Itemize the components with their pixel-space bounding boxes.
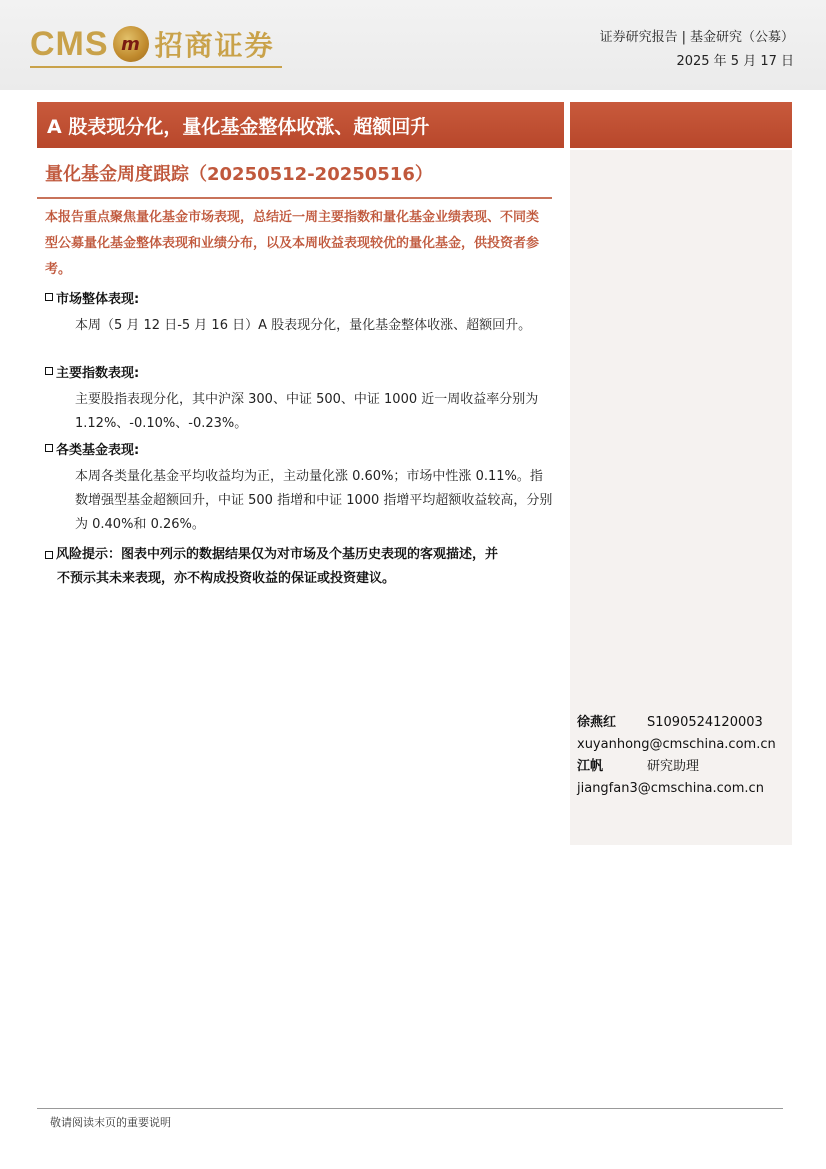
footer-divider bbox=[37, 1108, 783, 1109]
checkbox-bullet-icon bbox=[45, 293, 53, 301]
section-heading-text: 各类基金表现: bbox=[56, 442, 140, 458]
sidebar-title-bar bbox=[570, 102, 792, 148]
analyst-row bbox=[577, 712, 787, 734]
header-divider: | bbox=[681, 30, 686, 45]
logo-underline bbox=[30, 66, 282, 68]
risk-line-1: 风险提示：图表中列示的数据结果仅为对市场及个基历史表现的客观描述，并 bbox=[56, 547, 499, 562]
checkbox-bullet-icon bbox=[45, 444, 53, 452]
report-subtitle: 量化基金周度跟踪（20250512-20250516） bbox=[45, 164, 433, 185]
report-type: 证券研究报告 bbox=[599, 30, 678, 45]
report-title: A 股表现分化，量化基金整体收涨、超额回升 bbox=[47, 115, 430, 138]
report-category: 基金研究（公募） bbox=[689, 30, 794, 45]
section-heading bbox=[45, 286, 555, 308]
logo-cn-text: 招商证券 bbox=[154, 29, 275, 62]
checkbox-bullet-icon bbox=[45, 551, 53, 559]
section-heading-text: 市场整体表现: bbox=[56, 291, 140, 307]
report-summary: 本报告重点聚焦量化基金市场表现，总结近一周主要指数和量化基金业绩表现、不同类型公募量化基金整体表现和业绩分布，以及本周收益表现较优的量化基金，供投资者参考。 bbox=[45, 210, 540, 277]
section-heading bbox=[45, 360, 555, 382]
analyst-name: 江帆 bbox=[577, 759, 604, 774]
risk-line-2: 不预示其未来表现，亦不构成投资收益的保证或投资建议。 bbox=[57, 571, 396, 586]
analyst-credential: S1090524120003 bbox=[647, 715, 763, 730]
footer-note: 敬请阅读末页的重要说明 bbox=[50, 1116, 171, 1129]
report-title-bar bbox=[37, 102, 564, 148]
section-funds bbox=[45, 437, 555, 537]
logo-cms-text: CMS bbox=[30, 24, 109, 63]
report-date: 2025 年 5 月 17 日 bbox=[676, 54, 794, 69]
analyst-row bbox=[577, 756, 787, 778]
analyst-name: 徐燕红 bbox=[577, 715, 617, 730]
analyst-email[interactable]: xuyanhong@cmschina.com.cn bbox=[577, 737, 776, 752]
section-body: 主要股指表现分化，其中沪深 300、中证 500、中证 1000 近一周收益率分别为 1.12%、-0.10%、-0.23%。 bbox=[75, 392, 539, 431]
checkbox-bullet-icon bbox=[45, 367, 53, 375]
company-logo bbox=[30, 22, 275, 66]
section-body: 本周各类量化基金平均收益均为正，主动量化涨 0.60%；市场中性涨 0.11%。指数增强型基金超额回升，中证 500 指增和中证 1000 指增平均超额收益较高，分别为 0.40%和 0.26%。 bbox=[75, 469, 553, 532]
risk-warning bbox=[45, 543, 557, 591]
section-heading bbox=[45, 437, 555, 459]
section-market bbox=[45, 286, 555, 338]
analyst-credential: 研究助理 bbox=[647, 759, 700, 774]
subtitle-divider bbox=[37, 197, 552, 199]
section-heading-text: 主要指数表现: bbox=[56, 365, 140, 381]
analyst-email[interactable]: jiangfan3@cmschina.com.cn bbox=[577, 781, 764, 796]
header-meta bbox=[600, 26, 794, 74]
section-body: 本周（5 月 12 日-5 月 16 日）A 股表现分化，量化基金整体收涨、超额回升。 bbox=[75, 318, 532, 333]
analyst-info bbox=[577, 712, 787, 800]
section-indices bbox=[45, 360, 555, 436]
logo-emblem-icon: m bbox=[113, 26, 149, 62]
